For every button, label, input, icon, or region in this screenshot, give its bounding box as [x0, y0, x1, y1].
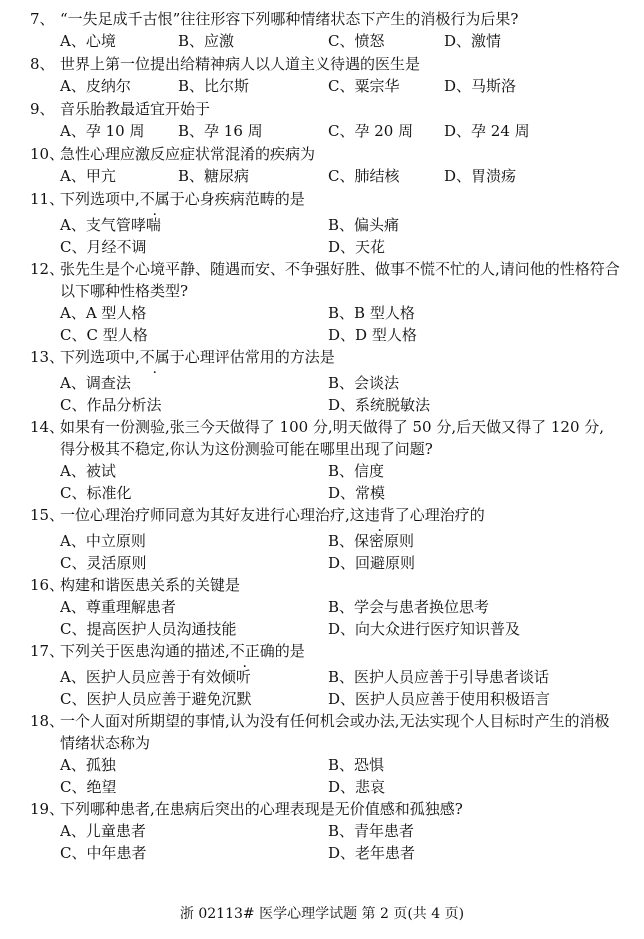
question-number: 14、 — [30, 418, 65, 436]
question-text-line2: 情绪状态称为 — [60, 734, 151, 752]
option-b[interactable]: B、糖尿病 — [178, 167, 250, 185]
question-text: 张先生是个心境平静、随遇而安、不争强好胜、做事不慌不忙的人,请问他的性格符合 — [60, 260, 620, 278]
option-d[interactable]: D、医护人员应善于使用积极语言 — [328, 690, 551, 708]
option-a[interactable]: A、甲亢 — [60, 167, 116, 185]
question-number: 19、 — [30, 800, 65, 818]
option-a[interactable]: A、调查法 — [60, 374, 131, 392]
question-number: 12、 — [30, 260, 65, 278]
option-c[interactable]: C、愤怒 — [328, 32, 385, 50]
emphasis-text: 不正 — [229, 642, 260, 660]
option-b[interactable]: B、信度 — [328, 462, 385, 480]
question-text: 下列关于医患沟通的描述,不正确的是 — [60, 642, 305, 660]
option-c[interactable]: C、医护人员应善于避免沉默 — [60, 690, 252, 708]
option-c[interactable]: C、粟宗华 — [328, 77, 400, 95]
question-text: 下列选项中,不属于心理评估常用的方法是 — [60, 348, 335, 366]
emphasis-text: 不属 — [139, 190, 170, 208]
option-d[interactable]: D、孕 24 周 — [444, 122, 530, 140]
option-a[interactable]: A、支气管哮喘 — [60, 216, 161, 234]
option-a[interactable]: A、儿童患者 — [60, 822, 146, 840]
option-a[interactable]: A、中立原则 — [60, 532, 146, 550]
option-c[interactable]: C、绝望 — [60, 778, 117, 796]
question-text: 下列选项中,不属于心身疾病范畴的是 — [60, 190, 305, 208]
question-number: 10、 — [30, 145, 65, 163]
option-b[interactable]: B、B 型人格 — [328, 304, 415, 322]
question-number: 7、 — [30, 10, 55, 28]
option-b[interactable]: B、保密原则 — [328, 532, 415, 550]
option-d[interactable]: D、悲哀 — [328, 778, 386, 796]
emphasis-text: 违背 — [364, 506, 395, 524]
option-b[interactable]: B、应激 — [178, 32, 235, 50]
option-b[interactable]: B、恐惧 — [328, 756, 385, 774]
option-d[interactable]: D、回避原则 — [328, 554, 416, 572]
option-d[interactable]: D、马斯洛 — [444, 77, 517, 95]
question-text: 一位心理治疗师同意为其好友进行心理治疗,这违背了心理治疗的 — [60, 506, 485, 524]
option-b[interactable]: B、学会与患者换位思考 — [328, 598, 490, 616]
question-text: 一个人面对所期望的事情,认为没有任何机会或办法,无法实现个人目标时产生的消极 — [60, 712, 610, 730]
option-d[interactable]: D、系统脱敏法 — [328, 396, 431, 414]
option-d[interactable]: D、胃溃疡 — [444, 167, 517, 185]
option-c[interactable]: C、提高医护人员沟通技能 — [60, 620, 237, 638]
option-a[interactable]: A、皮纳尔 — [60, 77, 131, 95]
option-a[interactable]: A、被试 — [60, 462, 116, 480]
question-number: 9、 — [30, 100, 55, 118]
question-text-line2: 以下哪种性格类型? — [60, 282, 189, 300]
option-b[interactable]: B、偏头痛 — [328, 216, 400, 234]
option-d[interactable]: D、天花 — [328, 238, 386, 256]
question-text: 世界上第一位提出给精神病人以人道主义待遇的医生是 — [60, 55, 421, 73]
question-text: 下列哪种患者,在患病后突出的心理表现是无价值感和孤独感? — [60, 800, 463, 818]
option-a[interactable]: A、医护人员应善于有效倾听 — [60, 668, 251, 686]
option-b[interactable]: B、比尔斯 — [178, 77, 250, 95]
option-c[interactable]: C、作品分析法 — [60, 396, 162, 414]
option-c[interactable]: C、C 型人格 — [60, 326, 148, 344]
question-text: 音乐胎教最适宜开始于 — [60, 100, 211, 118]
option-a[interactable]: A、尊重理解患者 — [60, 598, 176, 616]
question-number: 13、 — [30, 348, 65, 366]
option-c[interactable]: C、肺结核 — [328, 167, 400, 185]
option-d[interactable]: D、常模 — [328, 484, 386, 502]
option-a[interactable]: A、心境 — [60, 32, 116, 50]
option-a[interactable]: A、孤独 — [60, 756, 116, 774]
option-b[interactable]: B、孕 16 周 — [178, 122, 263, 140]
question-number: 16、 — [30, 576, 65, 594]
option-d[interactable]: D、激情 — [444, 32, 502, 50]
question-number: 17、 — [30, 642, 65, 660]
option-b[interactable]: B、青年患者 — [328, 822, 415, 840]
question-number: 11、 — [30, 190, 65, 208]
question-number: 8、 — [30, 55, 55, 73]
question-text: 构建和谐医患关系的关键是 — [60, 576, 241, 594]
page-footer: 浙 02113# 医学心理学试题 第 2 页(共 4 页) — [179, 906, 465, 922]
option-c[interactable]: C、孕 20 周 — [328, 122, 414, 140]
option-a[interactable]: A、A 型人格 — [60, 304, 147, 322]
emphasis-text: 不属 — [139, 348, 170, 366]
option-d[interactable]: D、老年患者 — [328, 844, 416, 862]
question-number: 18、 — [30, 712, 65, 730]
option-b[interactable]: B、医护人员应善于引导患者谈话 — [328, 668, 550, 686]
question-text: 如果有一份测验,张三今天做得了 100 分,明天做得了 50 分,后天做又得了 120 分, — [60, 418, 605, 436]
option-d[interactable]: D、D 型人格 — [328, 326, 417, 344]
option-d[interactable]: D、向大众进行医疗知识普及 — [328, 620, 521, 638]
question-number: 15、 — [30, 506, 65, 524]
option-b[interactable]: B、会谈法 — [328, 374, 400, 392]
option-c[interactable]: C、灵活原则 — [60, 554, 147, 572]
option-c[interactable]: C、月经不调 — [60, 238, 147, 256]
option-c[interactable]: C、标准化 — [60, 484, 132, 502]
option-c[interactable]: C、中年患者 — [60, 844, 147, 862]
question-text-line2: 得分极其不稳定,你认为这份测验可能在哪里出现了问题? — [60, 440, 433, 458]
option-a[interactable]: A、孕 10 周 — [60, 122, 145, 140]
question-text: “一失足成千古恨”往往形容下列哪种情绪状态下产生的消极行为后果? — [60, 10, 519, 28]
question-text: 急性心理应激反应症状常混淆的疾病为 — [60, 145, 316, 163]
